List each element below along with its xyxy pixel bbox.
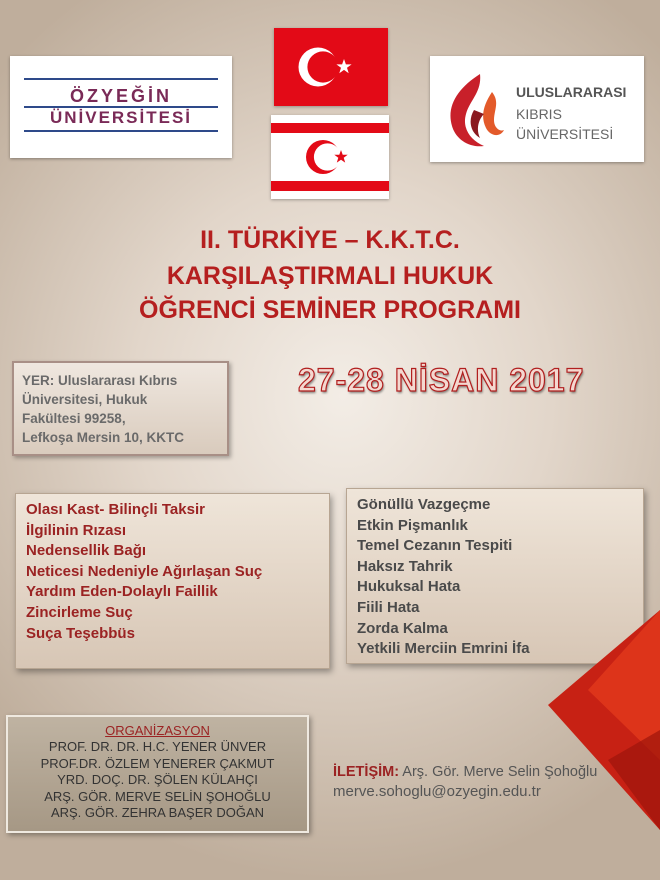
ozyegin-university-logo [10, 56, 232, 158]
logo-line [24, 78, 218, 80]
organizer-name: PROF. DR. DR. H.C. YENER ÜNVER [48, 739, 267, 754]
contact-label: İLETİŞİM: [333, 764, 400, 780]
venue-box [12, 361, 229, 456]
topic-item: Neticesi Nedeniyle Ağırlaşan Suç [26, 562, 263, 580]
page-title-line-2: KARŞILAŞTIRMALI HUKUK [166, 262, 494, 290]
topic-item: Nedensellik Bağı [26, 542, 147, 560]
ozyegin-logo-word-1: ÖZYEĞİN [69, 86, 172, 106]
crescent-star-icon [271, 115, 389, 199]
venue-line: Lefkoşa Mersin 10, KKTC [22, 430, 185, 445]
topic-item: Fiili Hata [357, 598, 420, 616]
turkish-flag [274, 28, 388, 106]
topic-item: Zincirleme Suç [26, 603, 133, 621]
organizer-name: ARŞ. GÖR. MERVE SELİN ŞOHOĞLU [44, 788, 271, 804]
topic-item: Gönüllü Vazgeçme [357, 496, 491, 513]
page-title-line-1: II. TÜRKİYE – K.K.T.C. [200, 226, 460, 254]
uluslararasi-kibris-logo [430, 56, 644, 162]
logo-line [24, 130, 218, 132]
topic-item: Hukuksal Hata [357, 578, 461, 596]
organizer-name: PROF.DR. ÖZLEM YENERER ÇAKMUT [40, 755, 275, 771]
uku-logo-word-3: ÜNİVERSİTESİ [516, 126, 614, 142]
venue-line: YER: Uluslararası Kıbrıs [22, 373, 178, 388]
topic-item: Zorda Kalma [357, 619, 448, 637]
contact-line [333, 762, 651, 782]
ozyegin-logo-word-2: ÜNİVERSİTESİ [49, 108, 193, 127]
organization-heading: ORGANİZASYON [105, 723, 210, 738]
topic-item: Haksız Tahrik [357, 557, 453, 575]
contact-block [333, 762, 651, 802]
topic-item: Temel Cezanın Tespiti [357, 537, 513, 555]
uku-logo-word-1: ULUSLARARASI [516, 84, 627, 100]
page-title-line-3: ÖĞRENCİ SEMİNER PROGRAMI [139, 296, 521, 324]
uku-logo-word-2: KIBRIS [516, 106, 562, 122]
contact-name: Arş. Gör. Merve Selin Şohoğlu [402, 764, 598, 780]
topic-item: İlgilinin Rızası [26, 521, 127, 539]
crescent-star-icon [274, 28, 388, 106]
venue-line: Üniversitesi, Hukuk [22, 392, 148, 407]
organization-box [6, 715, 309, 833]
organizer-name: YRD. DOÇ. DR. ŞÖLEN KÜLAHÇI [57, 772, 258, 787]
topic-item: Suça Teşebbüs [26, 624, 135, 642]
topic-item: Yardım Eden-Dolaylı Faillik [26, 583, 218, 601]
topic-item: Yetkili Merciin Emrini İfa [357, 640, 530, 658]
kktc-flag [271, 115, 389, 199]
event-date: 27-28 NİSAN 2017 [298, 362, 585, 398]
topics-list-left [15, 493, 330, 669]
contact-email[interactable]: merve.sohoglu@ozyegin.edu.tr [333, 783, 541, 800]
flame-logo-icon [440, 70, 512, 150]
topic-item: Olası Kast- Bilinçli Taksir [26, 501, 205, 518]
organizer-name: ARŞ. GÖR. ZEHRA BAŞER DOĞAN [50, 805, 265, 820]
topic-item: Etkin Pişmanlık [357, 516, 468, 534]
venue-line: Fakültesi 99258, [22, 411, 126, 426]
